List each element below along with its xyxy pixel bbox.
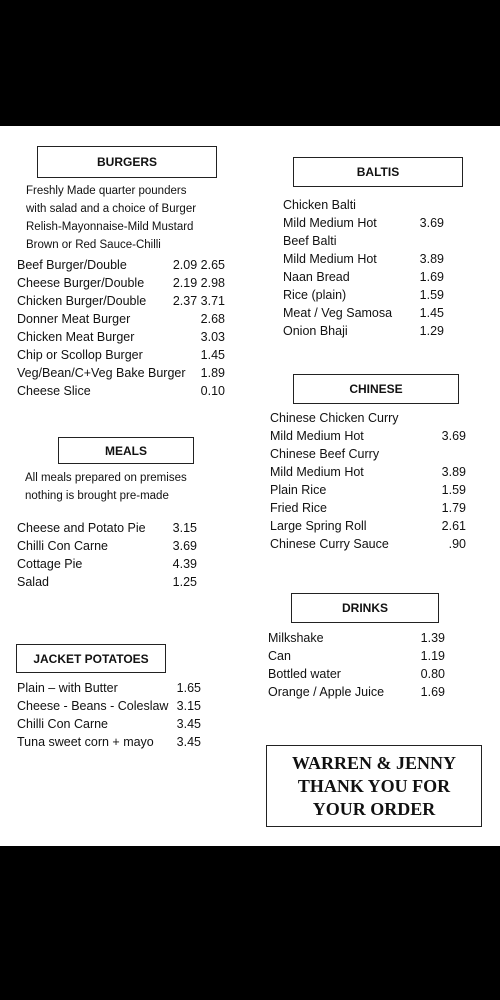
item-price: 3.69 [172,539,197,553]
thank-you-line: WARREN & JENNY [291,753,456,773]
burgers-description-line: with salad and a choice of Burger [26,203,197,215]
item-price: 3.45 [176,717,201,731]
item-price: 3.45 [176,735,201,749]
item-price: 3.89 [441,465,466,479]
item-price: 2.61 [441,519,466,533]
item-name: Cheese and Potato Pie [17,521,146,535]
item-price: 3.69 [419,216,444,230]
item-name: Orange / Apple Juice [268,685,385,699]
baltis-heading: BALTIS [293,157,463,187]
item-name: Mild Medium Hot [283,216,377,230]
meals-description-line: nothing is brought pre-made [25,490,169,502]
item-name: Mild Medium Hot [283,252,377,266]
menu-item [270,409,468,427]
item-name: Beef Balti [283,234,337,248]
menu-item [270,427,468,445]
burgers-description-line: Relish-Mayonnaise-Mild Mustard [26,221,194,233]
drinks-heading: DRINKS [291,593,439,623]
menu-item [17,555,199,573]
item-price: 2.68 [200,312,225,326]
item-name: Meat / Veg Samosa [283,306,393,320]
burgers-description-line: Brown or Red Sauce-Chilli [26,239,161,251]
menu-item [268,665,447,683]
menu-item [283,268,446,286]
menu-item [270,481,468,499]
item-price: 1.69 [419,270,444,284]
item-name: Donner Meat Burger [17,312,131,326]
menu-item [17,310,227,328]
item-name: Bottled water [268,667,341,681]
menu-item [268,647,447,665]
item-name: Chinese Chicken Curry [270,411,399,425]
item-price: 2.09 2.65 [172,258,225,272]
item-name: Cheese Burger/Double [17,276,145,290]
menu-item [17,697,203,715]
item-price: 0.80 [420,667,445,681]
item-price: 3.69 [441,429,466,443]
item-price: 2.37 3.71 [172,294,225,308]
item-name: Cottage Pie [17,557,83,571]
item-name: Can [268,649,291,663]
item-price: 1.45 [200,348,225,362]
item-price: 1.79 [441,501,466,515]
menu-item [283,304,446,322]
menu-item [17,382,227,400]
menu-item [17,292,227,310]
item-name: Veg/Bean/C+Veg Bake Burger [17,366,186,380]
item-price: 1.45 [419,306,444,320]
menu-page [0,126,500,846]
item-name: Mild Medium Hot [270,465,364,479]
menu-item [17,573,199,591]
item-price: 3.15 [172,521,197,535]
item-price: 1.25 [172,575,197,589]
item-price: 1.29 [419,324,444,338]
item-price: 1.59 [441,483,466,497]
menu-item [17,733,203,751]
item-name: Chilli Con Carne [17,539,109,553]
thank-you-line: THANK YOU FOR [297,776,451,796]
item-name: Onion Bhaji [283,324,348,338]
thank-you-box [266,745,482,827]
item-name: Chilli Con Carne [17,717,109,731]
menu-item [268,629,447,647]
burgers-description [26,182,196,254]
item-name: Plain – with Butter [17,681,118,695]
meals-description [25,469,187,505]
meals-heading: MEALS [58,437,194,464]
burgers-description-line: Freshly Made quarter pounders [26,185,187,197]
menu-item [17,256,227,274]
item-price: 1.59 [419,288,444,302]
burgers-heading: BURGERS [37,146,217,178]
thank-you-line: YOUR ORDER [312,799,436,819]
item-price: 3.15 [176,699,201,713]
item-name: Beef Burger/Double [17,258,127,272]
item-name: Cheese Slice [17,384,91,398]
item-price: 4.39 [172,557,197,571]
menu-item [283,232,446,250]
menu-item [270,535,468,553]
item-name: Chicken Balti [283,198,356,212]
item-price: 0.10 [200,384,225,398]
item-name: Salad [17,575,49,589]
item-price: 3.03 [200,330,225,344]
menu-item [283,196,446,214]
item-price: 2.19 2.98 [172,276,225,290]
item-name: Tuna sweet corn + mayo [17,735,154,749]
item-name: Milkshake [268,631,324,645]
menu-item [17,364,227,382]
item-name: Fried Rice [270,501,327,515]
item-price: 1.65 [176,681,201,695]
item-name: Chicken Meat Burger [17,330,135,344]
item-name: Rice (plain) [283,288,347,302]
menu-item [270,463,468,481]
item-price: 1.39 [420,631,445,645]
menu-item [268,683,447,701]
item-price: 1.69 [420,685,445,699]
menu-item [283,322,446,340]
item-name: Large Spring Roll [270,519,367,533]
menu-item [17,328,227,346]
menu-item [283,214,446,232]
chinese-heading: CHINESE [293,374,459,404]
item-name: Chicken Burger/Double [17,294,147,308]
item-name: Cheese - Beans - Coleslaw [17,699,169,713]
meals-description-line: All meals prepared on premises [25,472,187,484]
item-name: Chinese Beef Curry [270,447,380,461]
menu-item [283,286,446,304]
item-price: 3.89 [419,252,444,266]
menu-item [17,715,203,733]
menu-item [17,346,227,364]
menu-item [17,537,199,555]
menu-item [17,519,199,537]
menu-item [17,679,203,697]
item-price: .90 [448,537,466,551]
item-price: 1.89 [200,366,225,380]
menu-item [283,250,446,268]
menu-item [270,517,468,535]
jacket-potatoes-heading: JACKET POTATOES [16,644,166,673]
menu-item [270,499,468,517]
item-name: Plain Rice [270,483,327,497]
menu-item [270,445,468,463]
item-name: Mild Medium Hot [270,429,364,443]
item-name: Chinese Curry Sauce [270,537,389,551]
item-name: Naan Bread [283,270,350,284]
item-price: 1.19 [420,649,445,663]
menu-item [17,274,227,292]
item-name: Chip or Scollop Burger [17,348,143,362]
